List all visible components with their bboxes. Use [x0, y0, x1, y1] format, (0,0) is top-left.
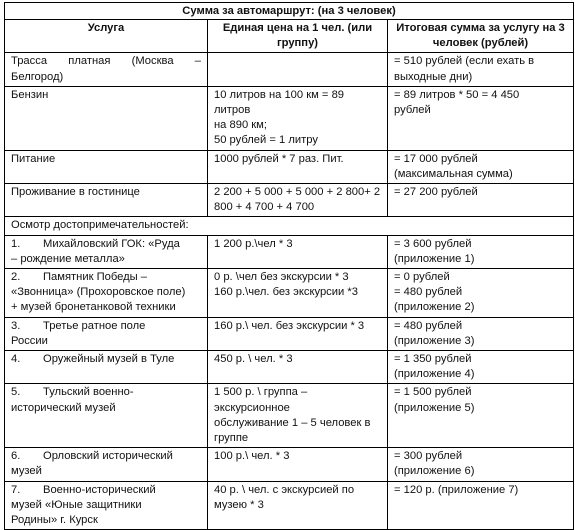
sight-name-cell [5, 317, 208, 350]
table-title-row [5, 3, 574, 20]
sight-name-cell [5, 351, 208, 384]
cell-line: = 510 рублей (если ехать в [394, 55, 535, 68]
cell-line: исторический музей [11, 401, 116, 414]
price-cell [208, 53, 388, 86]
cell-line: «Звонница» (Прохоровское поле) [11, 286, 186, 299]
total-cell [388, 384, 574, 448]
cell-line: (приложение 1) [394, 252, 475, 265]
table-row [5, 448, 574, 481]
price-cell [208, 317, 388, 350]
total-cell [388, 351, 574, 384]
total-cell [388, 86, 574, 150]
cell-line: = 480 рублей [394, 319, 463, 332]
total-cell [388, 184, 574, 217]
cell-line: обслуживание 1 – 5 человек в [214, 416, 371, 429]
sight-name-cell [5, 384, 208, 448]
cell-line: (приложение 3) [394, 334, 475, 347]
cell-line: 450 р. \ чел. * 3 [214, 353, 293, 366]
cell-line: Третье ратное поле [43, 319, 146, 332]
sight-name-cell [5, 235, 208, 268]
cell-line: России [11, 334, 48, 347]
route-cost-table [4, 2, 574, 530]
cell-line: группе [214, 432, 249, 445]
cell-line: 160 р.\чел. без экскурсии *3 [214, 286, 358, 299]
cell-line: рублей [394, 104, 431, 117]
cell-line: (приложение 5) [394, 401, 475, 414]
service-cell [5, 184, 208, 217]
cell-line: = 3 600 рублей [394, 237, 472, 250]
price-cell [208, 448, 388, 481]
table-row [5, 481, 574, 530]
sight-name-cell [5, 448, 208, 481]
price-cell [208, 184, 388, 217]
table-row [5, 317, 574, 350]
cell-line: музей «Юные защитники [11, 498, 142, 511]
cell-line: = 27 200 рублей [394, 186, 478, 199]
total-cell [388, 448, 574, 481]
table-row [5, 184, 574, 217]
cell-line: 160 р.\ чел. без экскурсии * 3 [214, 319, 365, 332]
sight-number: 2. [11, 271, 21, 284]
cell-line: 40 р. \ чел. с экскурсией по [214, 483, 355, 496]
cell-line: = 1 500 рублей [394, 386, 472, 399]
sight-first-line [11, 270, 201, 285]
header-total: Итоговая сумма за услугу на 3 человек (рублей) [388, 20, 574, 53]
cell-line: 1 500 р. \ группа –экскурсионное [214, 386, 308, 414]
table-row [5, 235, 574, 268]
sight-rows [5, 235, 574, 530]
expense-rows [5, 53, 574, 217]
cell-line: Бензин [11, 88, 49, 101]
cell-line: (максимальная сумма) [394, 167, 513, 180]
table-row [5, 53, 574, 86]
cell-line: 1 200 р.\чел * 3 [214, 237, 293, 250]
cell-line: Михайловский ГОК: «Руда [43, 237, 180, 250]
cell-line: = 480 рублей [394, 286, 463, 299]
cell-line: 0 р. \чел без экскурсии * 3 [214, 271, 349, 284]
service-cell [5, 86, 208, 150]
cell-line: Белгород) [11, 70, 64, 83]
cell-line: Оружейный музей в Туле [43, 353, 175, 366]
total-cell [388, 269, 574, 318]
cell-line: = 0 рублей [394, 271, 450, 284]
cell-line: 1000 рублей * 7 раз. Пит. [214, 152, 344, 165]
cell-line: 50 рублей = 1 литру [214, 134, 318, 147]
total-cell [388, 53, 574, 86]
cell-line: 800 + 4 700 + 4 700 [214, 201, 315, 214]
table-title: Сумма за автомаршрут: (на 3 человек) [5, 3, 574, 20]
cell-line: = 1 350 рублей [394, 353, 472, 366]
price-cell [208, 481, 388, 530]
cell-line: музей [11, 465, 42, 478]
sight-number: 5. [11, 386, 21, 399]
sight-first-line [11, 449, 201, 464]
price-cell [208, 351, 388, 384]
cell-line: выходные дни) [394, 70, 473, 83]
price-cell [208, 235, 388, 268]
price-cell [208, 269, 388, 318]
sight-number: 1. [11, 237, 21, 250]
total-cell [388, 481, 574, 530]
sight-name-cell [5, 481, 208, 530]
total-cell [388, 150, 574, 183]
sight-number: 4. [11, 353, 21, 366]
table-row [5, 384, 574, 448]
cell-line: Орловский исторический [43, 450, 173, 463]
header-service: Услуга [5, 20, 208, 53]
cell-line: = 120 р. (приложение 7) [394, 483, 519, 496]
total-cell [388, 235, 574, 268]
sight-first-line [11, 385, 201, 400]
cell-line: 100 р.\ чел. * 3 [214, 450, 290, 463]
cell-line: 10 литров на 100 км = 89 литров [214, 88, 345, 117]
table-header-row [5, 20, 574, 53]
cell-line: Военно-исторический [43, 483, 156, 496]
section-row [5, 217, 574, 235]
cell-line: Памятник Победы – [43, 271, 147, 284]
cell-line: Питание [11, 152, 56, 165]
table-row [5, 150, 574, 183]
service-cell [5, 150, 208, 183]
cell-line: Проживание в гостинице [11, 186, 140, 199]
sight-first-line [11, 237, 201, 252]
header-unit-price: Единая цена на 1 чел. (или группу) [208, 20, 388, 53]
cell-line: Трасса платная (Москва – [11, 55, 201, 68]
cell-line: (приложение 6) [394, 465, 475, 478]
sight-number: 6. [11, 450, 21, 463]
cell-line: (приложение 4) [394, 368, 475, 381]
sight-first-line [11, 319, 201, 334]
sight-first-line [11, 352, 201, 367]
table-row [5, 269, 574, 318]
section-title: Осмотр достопримечательностей: [5, 217, 574, 235]
service-cell [5, 53, 208, 86]
cell-line: музею * 3 [214, 498, 264, 511]
price-cell [208, 86, 388, 150]
sight-first-line [11, 483, 201, 498]
cell-line: Тульский военно- [43, 386, 134, 399]
cell-line: = 300 рублей [394, 450, 463, 463]
cell-line: = 17 000 рублей [394, 152, 478, 165]
total-cell [388, 317, 574, 350]
table-row [5, 86, 574, 150]
cell-line: на 890 км; [214, 119, 267, 132]
cell-line: = 89 литров * 50 = 4 450 [394, 88, 520, 101]
cell-line: – рождение металла» [11, 252, 125, 265]
cell-line: + музей бронетанковой техники [11, 301, 176, 314]
price-cell [208, 150, 388, 183]
cell-line: Родины» г. Курск [11, 514, 98, 527]
table-row [5, 351, 574, 384]
cell-line: 2 200 + 5 000 + 5 000 + 2 800+ 2 [214, 186, 381, 199]
sight-name-cell [5, 269, 208, 318]
cell-line: (приложение 2) [394, 301, 475, 314]
sight-number: 7. [11, 483, 21, 496]
price-cell [208, 384, 388, 448]
sight-number: 3. [11, 319, 21, 332]
